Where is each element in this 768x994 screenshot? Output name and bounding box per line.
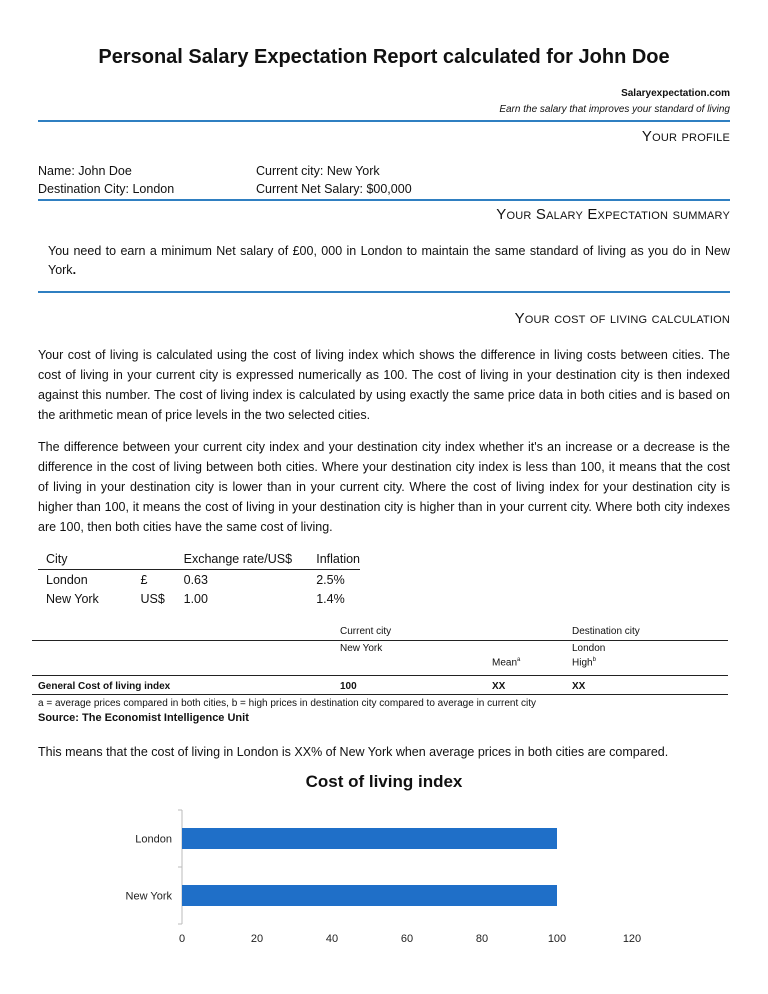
chart-bar	[182, 885, 557, 906]
index-mean-label	[492, 657, 520, 668]
summary-end: .	[72, 263, 77, 277]
cell-inflation: 1.4%	[316, 591, 345, 606]
tagline: Earn the salary that improves your standard of living	[499, 104, 730, 115]
mean-label-text: Mean	[492, 657, 518, 669]
index-table-top-rule	[32, 640, 728, 641]
cell-rate: 0.63	[183, 572, 208, 587]
profile-divider	[38, 199, 730, 201]
cost-of-living-chart	[0, 800, 768, 960]
x-tick-label: 20	[250, 933, 264, 945]
header-currency	[132, 548, 175, 570]
x-tick-label: 40	[325, 933, 339, 945]
header-exchange-rate: Exchange rate/US$	[176, 548, 309, 570]
city-table	[38, 548, 360, 608]
profile-name: Name: John Doe	[38, 164, 132, 178]
high-sup: b	[592, 657, 596, 663]
index-current-city-name: New York	[340, 643, 383, 654]
mean-sup: a	[517, 657, 521, 663]
city-table-header	[38, 548, 360, 570]
chart-bar	[182, 828, 557, 849]
calculation-paragraph-2: The difference between your current city index and your destination city index whether it's an increase or a decrease is the difference in the cost of living between both cities. Where your destination city index is less than 100, it means that the cost of living in your destination city is lower than in your current city. Where the cost of living index for your destination city is higher than 100, it means the cost of living in your destination city is higher than in your current city. Where both city indexes are 100, then both cities have the same cost of living.	[38, 440, 730, 534]
table-row	[38, 589, 360, 608]
index-high-value: XX	[572, 681, 586, 692]
calculation-heading: Your cost of living calculation	[514, 310, 730, 327]
cell-city: London	[46, 572, 88, 587]
y-tick-label: London	[135, 833, 172, 846]
source-line: Source: The Economist Intelligence Unit	[38, 712, 249, 724]
site-name: Salaryexpectation.com	[621, 88, 730, 99]
x-tick-label: 80	[475, 933, 489, 945]
index-row-label: General Cost of living index	[38, 681, 171, 692]
cell-rate: 1.00	[183, 591, 208, 606]
index-destination-name: London	[572, 643, 606, 654]
high-label-text: High	[572, 657, 593, 669]
index-high-label	[572, 657, 596, 668]
header-city: City	[38, 548, 132, 570]
index-table-mid-rule	[32, 675, 728, 676]
conclusion-text: This means that the cost of living in London is XX% of New York when average prices in both cities are compared.	[38, 745, 669, 759]
summary-main: You need to earn a minimum Net salary of £00, 000 in London to maintain the same standard of living as you do in New York	[48, 244, 730, 277]
index-table-bottom-rule	[32, 694, 728, 695]
header-divider	[38, 120, 730, 122]
profile-heading: Your profile	[641, 128, 730, 145]
index-destination-label: Destination city	[572, 626, 640, 637]
chart-title: Cost of living index	[305, 772, 463, 791]
x-tick-label: 60	[400, 933, 414, 945]
report-title: Personal Salary Expectation Report calculated for John Doe	[98, 46, 670, 68]
summary-heading: Your Salary Expectation summary	[496, 206, 730, 223]
cell-inflation: 2.5%	[316, 572, 345, 587]
cell-currency: US$	[140, 591, 165, 606]
y-tick-label: New York	[125, 890, 172, 903]
cell-city: New York	[46, 591, 99, 606]
x-tick-label: 120	[622, 933, 642, 945]
table-row	[38, 570, 360, 590]
x-tick-label: 0	[178, 933, 186, 945]
summary-divider	[38, 291, 730, 293]
index-current-city-label: Current city	[340, 626, 392, 637]
footnote: a = average prices compared in both cities, b = high prices in destination city compared to average in current city	[38, 698, 537, 709]
header-inflation: Inflation	[308, 548, 360, 570]
profile-current-city: Current city: New York	[256, 164, 380, 178]
calculation-paragraph-1: Your cost of living is calculated using the cost of living index which shows the difference in living costs between cities. The cost of living in your current city is expressed numerically as 100. The cost of living in your destination city is then indexed against this number. The cost of living index is calculated by using exactly the same price data in both cities and is based on the arithmetic mean of price levels in the two selected cities.	[38, 348, 730, 422]
x-tick-label: 100	[547, 933, 567, 945]
index-mean-value: XX	[492, 681, 506, 692]
profile-destination: Destination City: London	[38, 182, 175, 196]
cell-currency: £	[140, 572, 148, 587]
profile-current-salary: Current Net Salary: $00,000	[256, 182, 412, 196]
summary-text	[48, 242, 730, 280]
index-current-value: 100	[340, 681, 357, 692]
